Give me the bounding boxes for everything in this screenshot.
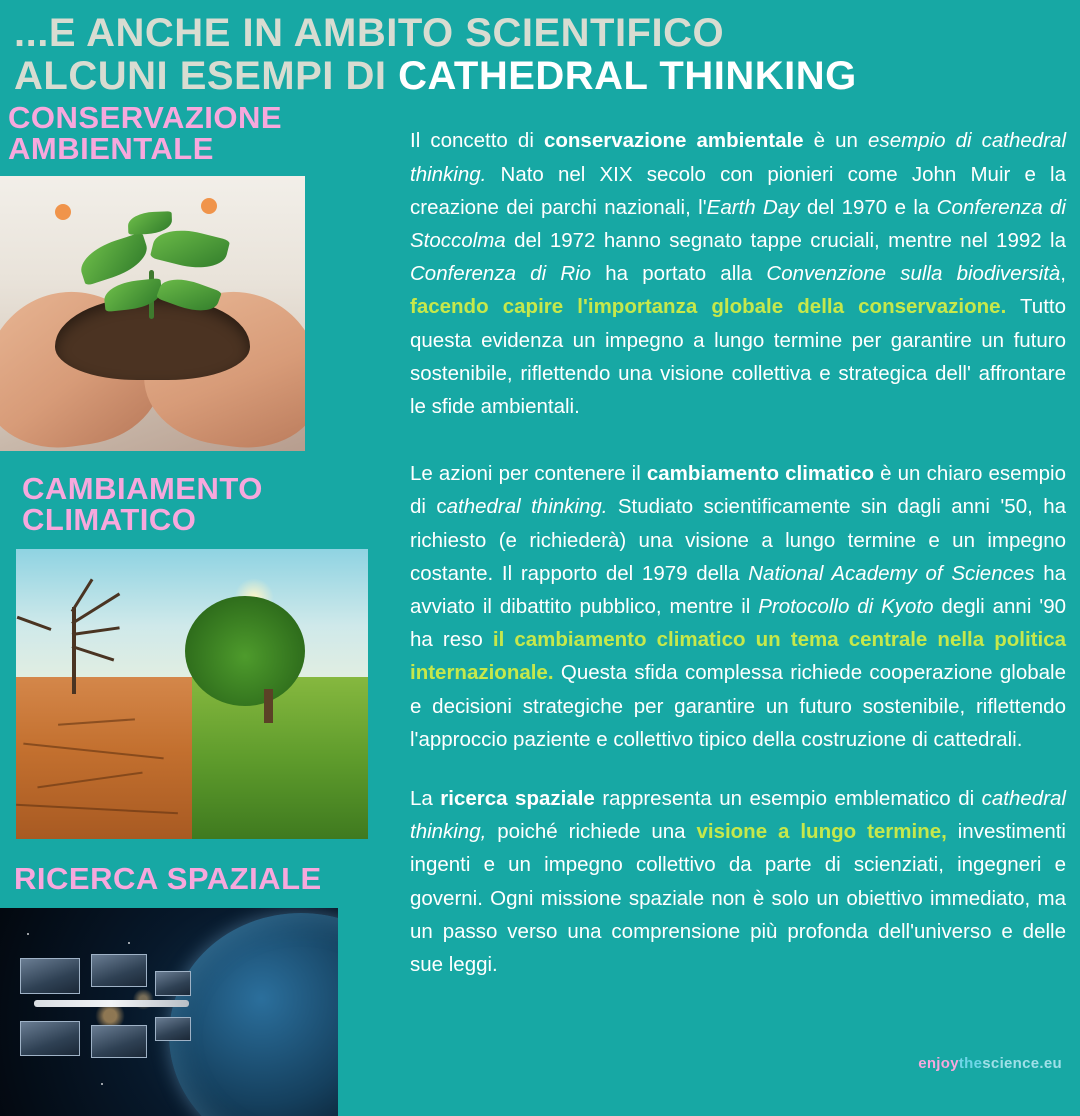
section-label-conservazione: CONSERVAZIONE AMBIENTALE [8, 100, 283, 167]
text-run: è un [803, 129, 869, 153]
text-highlight: visione a lungo termine, [696, 820, 947, 844]
text-run: poiché richiede una [486, 820, 697, 844]
text-italic: athedral thinking. [446, 495, 608, 519]
text-italic: Convenzione sulla biodiversità [766, 262, 1061, 286]
section-label-ricerca: RICERCA SPAZIALE [14, 861, 322, 897]
watermark-part-b: the [958, 1055, 983, 1072]
paragraph-conservazione [410, 124, 1066, 423]
text-run: ha avviato il dibattito pubblico, mentre il [410, 561, 1066, 619]
text-italic: Earth Day [706, 195, 800, 219]
text-run: Questa sfida complessa richiede cooperazione globale e decisioni strategiche per garantire un futuro sostenibile, riflettendo l'approccio paziente e collettivo tipico della costruzione di cattedrali. [410, 661, 1066, 751]
text-italic: Conferenza di Stoccolma [410, 195, 1066, 252]
text-bold: cambiamento climatico [646, 462, 875, 486]
text-run: Studiato scientificamente sin dagli anni '50, ha richiesto (e richiederà) una visione a lungo termine e un impegno costante. Il rapporto del 1979 della [410, 495, 1066, 585]
text-bold: ricerca spaziale [440, 787, 595, 811]
text-run: , [1060, 262, 1066, 286]
text-highlight: il cambiamento climatico un tema centrale nella politica internazionale. [410, 628, 1067, 685]
text-run: è un chiaro esempio di c [410, 462, 1067, 519]
drought-and-green-field-photo [16, 549, 368, 839]
text-run: Tutto questa evidenza un impegno a lungo termine per garantire un futuro sostenibile, riflettendo una visione collettiva e strategica dell' affrontare le sfide ambientali. [410, 295, 1067, 418]
text-italic: esempio di cathedral thinking. [410, 129, 1066, 186]
text-italic: National Academy of Sciences [748, 561, 1035, 585]
text-italic: Protocollo di Kyoto [758, 595, 934, 619]
space-station-orbiting-earth-photo [0, 908, 338, 1116]
content-area [0, 102, 1080, 1062]
watermark-part-c: science.eu [982, 1055, 1062, 1072]
left-column [8, 100, 386, 1062]
text-bold: conservazione ambientale [543, 129, 804, 153]
page-header [0, 0, 1080, 102]
text-run: Le azioni per contenere il [410, 462, 647, 486]
paragraph-ricerca [410, 782, 1066, 981]
header-line-2-accent: CATHEDRAL THINKING [398, 54, 857, 99]
text-run: del 1972 hanno segnato tappe cruciali, mentre nel 1992 la [505, 228, 1066, 252]
text-run: Nato nel XIX secolo con pionieri come John Muir e la creazione dei parchi nazionali, l' [410, 162, 1066, 219]
paragraph-cambiamento [410, 457, 1066, 756]
text-run: degli anni '90 ha reso [410, 595, 1066, 652]
text-run: rappresenta un esempio emblematico di [594, 787, 982, 811]
text-run: Il concetto di [410, 129, 544, 153]
text-run: del 1970 e la [799, 195, 937, 219]
text-italic: cathedral thinking, [410, 787, 1066, 844]
site-watermark [918, 1055, 1062, 1072]
watermark-part-a: enjoy [918, 1055, 959, 1072]
text-run: investimenti ingenti e un impegno collettivo da parte di scienziati, ingegneri e governi. Ogni missione spaziale non è solo un obiettivo immediato, ma un passo verso una comprensione più profonda dell'universo e delle sue leggi. [410, 820, 1066, 977]
text-highlight: facendo capire l'importanza globale della conservazione. [410, 295, 1007, 319]
header-line-2-prefix: ALCUNI ESEMPI DI [14, 54, 399, 99]
header-line-2 [14, 55, 1066, 98]
right-column [386, 102, 1066, 1062]
text-run: La [410, 787, 441, 811]
text-run: ha portato alla [591, 262, 767, 286]
section-label-cambiamento: CAMBIAMENTO CLIMATICO [22, 471, 263, 538]
text-italic: Conferenza di Rio [410, 262, 592, 286]
header-line-1: ...E ANCHE IN AMBITO SCIENTIFICO [14, 11, 725, 55]
hands-holding-seedling-photo [0, 176, 305, 451]
